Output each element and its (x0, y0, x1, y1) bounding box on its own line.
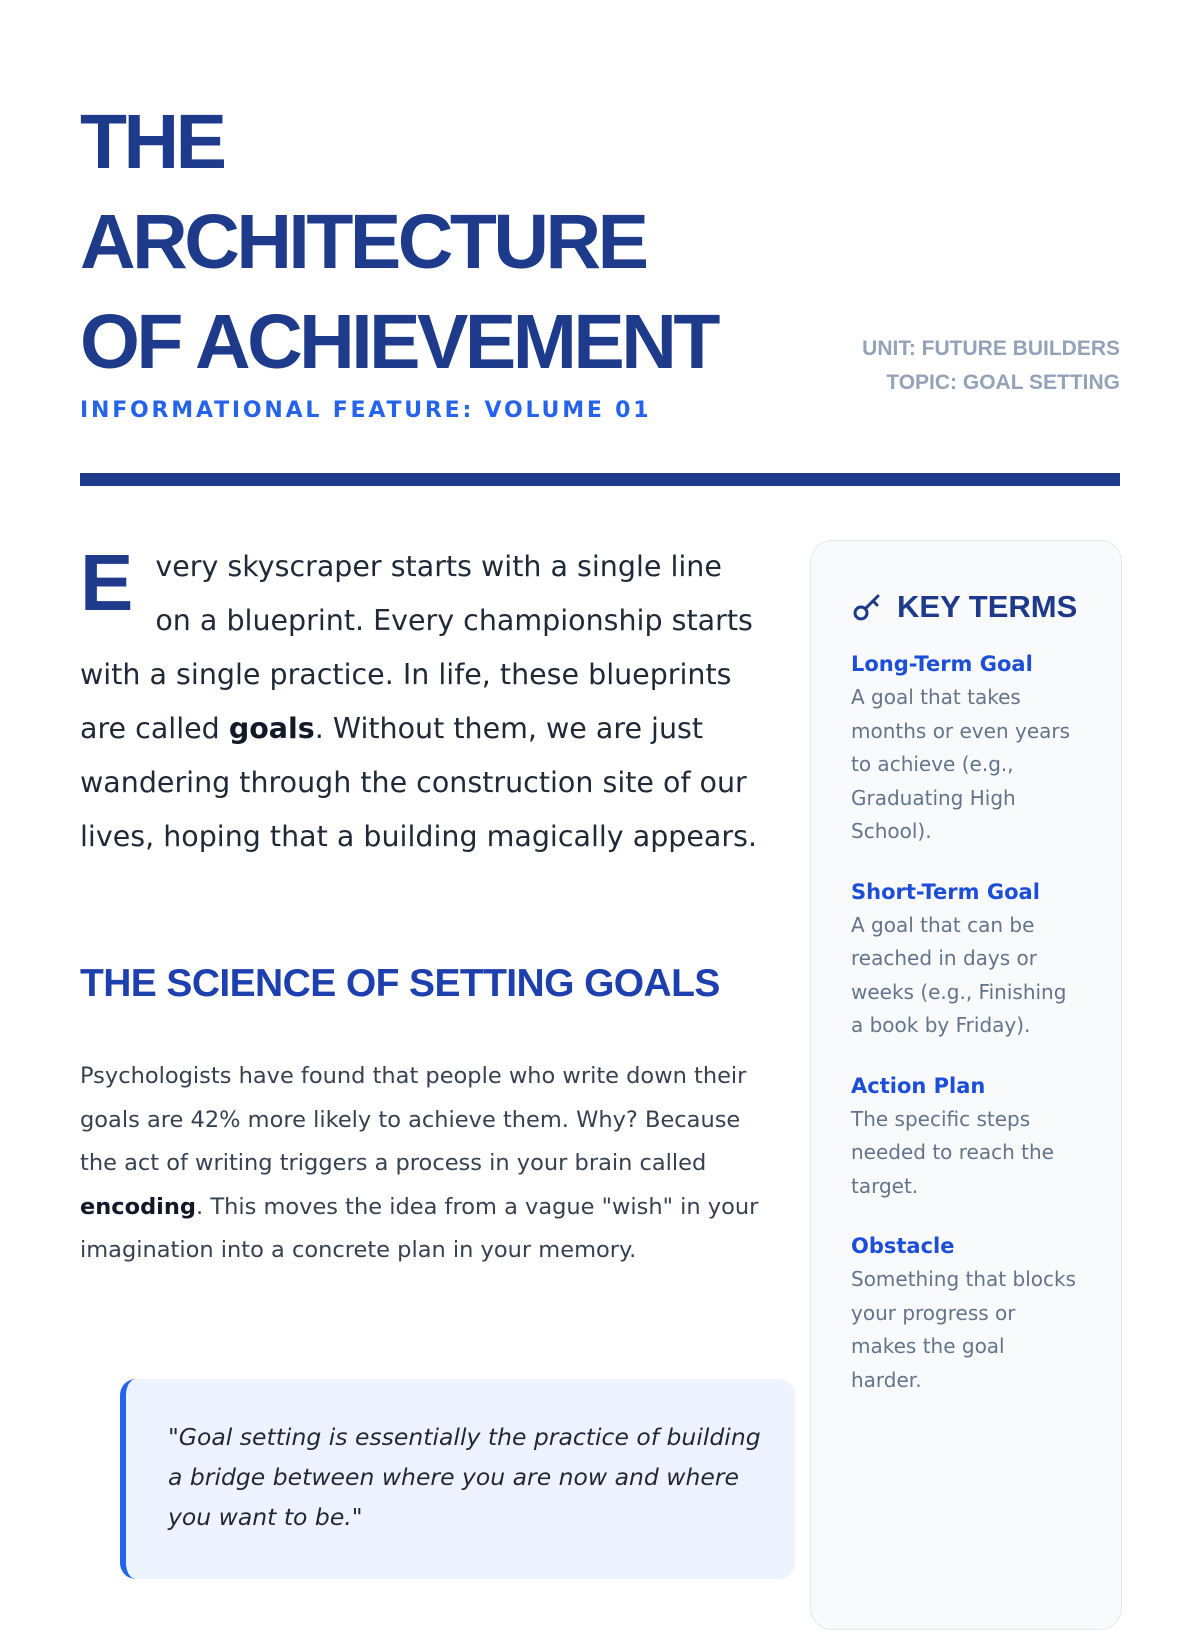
term-item (851, 1229, 1081, 1397)
title-line-3: OF ACHIEVEMENT (80, 299, 717, 385)
section-text-1: Psychologists have found that people who write down their goals are 42% more likely to achieve them. Why? Because the act of writing triggers a process in your brain called (80, 1063, 747, 1176)
key-terms-title: KEY TERMS (897, 589, 1078, 624)
meta-topic: TOPIC: GOAL SETTING (886, 371, 1120, 394)
term-item (851, 1069, 1081, 1204)
meta-unit: UNIT: FUTURE BUILDERS (862, 337, 1120, 360)
term-name: Long-Term Goal (851, 652, 1033, 676)
drop-cap: E (80, 538, 134, 627)
title-line-2: ARCHITECTURE (80, 199, 646, 285)
section-heading: THE SCIENCE OF SETTING GOALS (80, 962, 720, 1005)
term-definition: Something that blocks your progress or makes the goal harder. (851, 1267, 1076, 1392)
key-terms-header (851, 587, 1081, 627)
term-name: Action Plan (851, 1073, 986, 1098)
intro-text-1: very skyscraper starts with a single line on a blueprint. Every championship starts with a single practice. In life, these blueprints are called (80, 550, 753, 745)
key-terms-sidebar (810, 540, 1122, 1630)
unit-topic-meta (860, 332, 1120, 400)
term-name: Short-Term Goal (851, 879, 1040, 904)
key-icon (851, 591, 883, 623)
term-name: Obstacle (851, 1234, 955, 1258)
page-title (80, 92, 840, 392)
header-divider (80, 473, 1120, 486)
intro-bold-word: goals (228, 712, 315, 745)
title-line-1: THE (80, 99, 224, 185)
term-definition: The specific steps needed to reach the target. (851, 1106, 1054, 1198)
section-text-2: . This moves the idea from a vague "wish" in your imagination into a concrete plan in your memory. (80, 1193, 759, 1263)
pull-quote: "Goal setting is essentially the practice of building a bridge between where you are now and where you want to be." (120, 1379, 795, 1579)
main-column (80, 538, 761, 1531)
intro-text-2: . Without them, we are just wandering through the construction site of our lives, hoping that a building magically appears. (80, 712, 758, 853)
term-definition: A goal that can be reached in days or weeks (e.g., Finishing a book by Friday). (851, 912, 1067, 1037)
term-item (851, 647, 1081, 849)
section-paragraph (80, 1055, 770, 1273)
intro-paragraph (80, 540, 760, 864)
term-definition: A goal that takes months or even years to achieve (e.g., Graduating High School). (851, 685, 1071, 843)
feature-subtitle: INFORMATIONAL FEATURE: VOLUME 01 (80, 398, 652, 423)
term-item (851, 875, 1081, 1043)
section-bold-word: encoding (80, 1193, 197, 1220)
